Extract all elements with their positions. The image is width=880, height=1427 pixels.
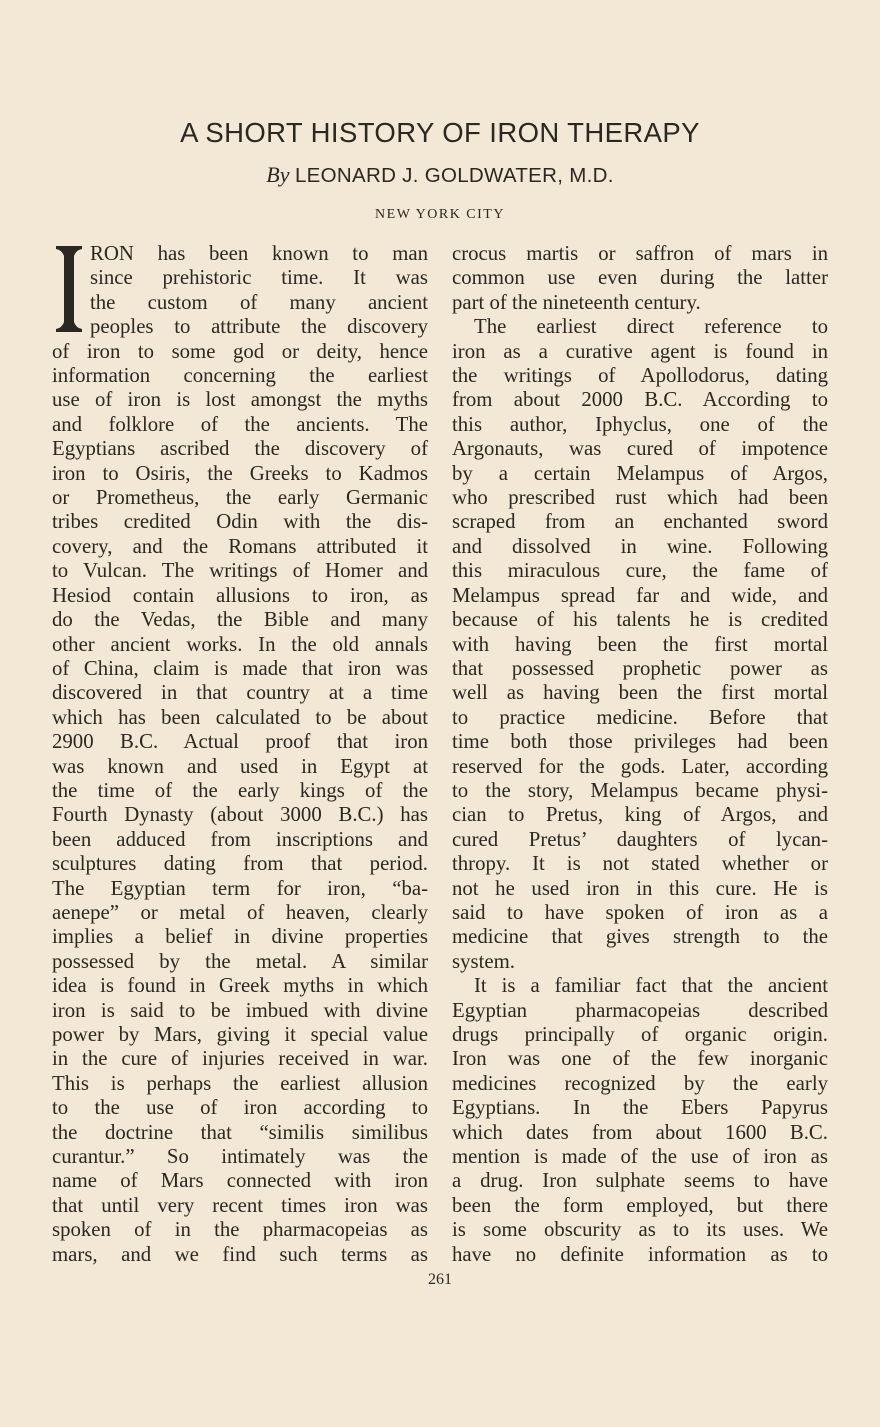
text-line: cured Pretus’ daughters of lycan- (452, 827, 828, 851)
author-name: LEONARD J. GOLDWATER, M.D. (294, 164, 614, 187)
text-line: time both those privileges had been (452, 730, 828, 754)
text-line: a drug. Iron sulphate seems to have (452, 1169, 828, 1193)
text-line: to Vulcan. The writings of Homer and (52, 559, 428, 583)
text-line: curantur.” So intimately was the (52, 1145, 428, 1169)
text-line: to practice medicine. Before that (452, 705, 828, 729)
text-line: 2900 B.C. Actual proof that iron (52, 730, 428, 754)
text-line: name of Mars connected with iron (52, 1169, 428, 1193)
text-line: reserved for the gods. Later, according (452, 754, 828, 778)
text-line: other ancient works. In the old annals (52, 632, 428, 656)
text-line: This is perhaps the earliest allusion (52, 1071, 428, 1095)
text-line: since prehistoric time. It was (90, 266, 428, 290)
text-line: do the Vedas, the Bible and many (52, 608, 428, 632)
text-line: medicine that gives strength to the (452, 925, 828, 949)
byline (0, 160, 880, 191)
text-line: cian to Pretus, king of Argos, and (452, 803, 828, 827)
text-line: use of iron is lost amongst the myths (52, 388, 428, 412)
text-line: Hesiod contain allusions to iron, as (52, 583, 428, 607)
text-line: crocus martis or saffron of mars in (452, 242, 828, 265)
text-line: mention is made of the use of iron as (452, 1145, 828, 1169)
text-line: and folklore of the ancients. The (52, 412, 428, 436)
page-number: 261 (428, 1271, 452, 1288)
text-line: peoples to attribute the discovery (90, 315, 428, 339)
text-line: in the cure of injuries received in war. (52, 1047, 428, 1071)
text-line: the doctrine that “similis similibus (52, 1120, 428, 1144)
text-line: It is a familiar fact that the ancient (474, 974, 828, 998)
text-line: that possessed prophetic power as (452, 656, 828, 680)
text-line: drugs principally of organic origin. (452, 1023, 828, 1046)
text-line: Argonauts, was cured of impotence (452, 437, 828, 461)
text-line: well as having been the first mortal (452, 681, 828, 705)
text-line: to the story, Melampus became physi- (452, 778, 828, 802)
text-line: tribes credited Odin with the dis- (52, 510, 428, 534)
text-line: which dates from about 1600 B.C. (452, 1120, 828, 1144)
text-line: iron is said to be imbued with divine (52, 998, 428, 1022)
text-line: not he used iron in this cure. He is (452, 876, 828, 900)
text-line: Egyptians ascribed the discovery of (52, 437, 428, 461)
text-line: and dissolved in wine. Following (452, 534, 828, 558)
text-line: that until very recent times iron was (52, 1193, 428, 1217)
text-line: sculptures dating from that period. (52, 852, 428, 876)
text-line: this miraculous cure, the fame of (452, 559, 828, 583)
text-line: the custom of many ancient (90, 290, 428, 314)
text-line: Egyptians. In the Ebers Papyrus (452, 1096, 828, 1120)
text-line: been the form employed, but there (452, 1193, 828, 1217)
text-line: have no definite information as to (452, 1242, 828, 1266)
text-line: discovered in that country at a time (52, 681, 428, 705)
byline-prefix: By (266, 162, 290, 187)
text-line: implies a belief in divine properties (52, 925, 428, 949)
text-line: part of the nineteenth century. (452, 290, 701, 314)
text-line: system. (452, 949, 515, 973)
text-line: Fourth Dynasty (about 3000 B.C.) has (52, 803, 428, 827)
text-line: been adduced from inscriptions and (52, 827, 428, 851)
text-line: power by Mars, giving it special value (52, 1023, 428, 1046)
text-line: The Egyptian term for iron, “ba- (52, 876, 428, 900)
left-column (52, 242, 428, 1267)
text-line: covery, and the Romans attributed it (52, 534, 428, 558)
text-line: mars, and we find such terms as (52, 1242, 428, 1266)
text-line: is some obscurity as to its uses. We (452, 1218, 828, 1242)
text-line: this author, Iphyclus, one of the (452, 412, 828, 436)
article-title: A SHORT HISTORY OF IRON THERAPY (180, 117, 700, 148)
text-line: idea is found in Greek myths in which (52, 974, 428, 998)
text-line: aenepe” or metal of heaven, clearly (52, 900, 428, 924)
text-line: possessed by the metal. A similar (52, 949, 428, 973)
text-line: Melampus spread far and wide, and (452, 583, 828, 607)
text-line: of China, claim is made that iron was (52, 656, 428, 680)
text-line: RON has been known to man (90, 242, 428, 265)
text-line: Egyptian pharmacopeias described (452, 998, 828, 1022)
text-line: the time of the early kings of the (52, 778, 428, 802)
text-line: because of his talents he is credited (452, 608, 828, 632)
author-location: NEW YORK CITY (375, 207, 505, 222)
text-line: the writings of Apollodorus, dating (452, 364, 828, 388)
text-line: information concerning the earliest (52, 364, 428, 388)
text-line: from about 2000 B.C. According to (452, 388, 828, 412)
text-line: or Prometheus, the early Germanic (52, 486, 428, 510)
text-line: scraped from an enchanted sword (452, 510, 828, 534)
text-line: spoken of in the pharmacopeias as (52, 1218, 428, 1242)
text-line: common use even during the latter (452, 266, 828, 290)
text-line: iron as a curative agent is found in (452, 339, 828, 363)
text-line: iron to Osiris, the Greeks to Kadmos (52, 461, 428, 485)
right-column (452, 242, 828, 1267)
text-line: who prescribed rust which had been (452, 486, 828, 510)
text-line: by a certain Melampus of Argos, (452, 461, 828, 485)
text-line: of iron to some god or deity, hence (52, 339, 428, 363)
text-line: was known and used in Egypt at (52, 754, 428, 778)
text-line: which has been calculated to be about (52, 705, 428, 729)
text-line: The earliest direct reference to (474, 315, 828, 339)
text-line: Iron was one of the few inorganic (452, 1047, 828, 1071)
text-line: thropy. It is not stated whether or (452, 852, 828, 876)
text-line: to the use of iron according to (52, 1096, 428, 1120)
text-line: medicines recognized by the early (452, 1071, 828, 1095)
text-line: said to have spoken of iron as a (452, 900, 828, 924)
text-line: with having been the first mortal (452, 632, 828, 656)
